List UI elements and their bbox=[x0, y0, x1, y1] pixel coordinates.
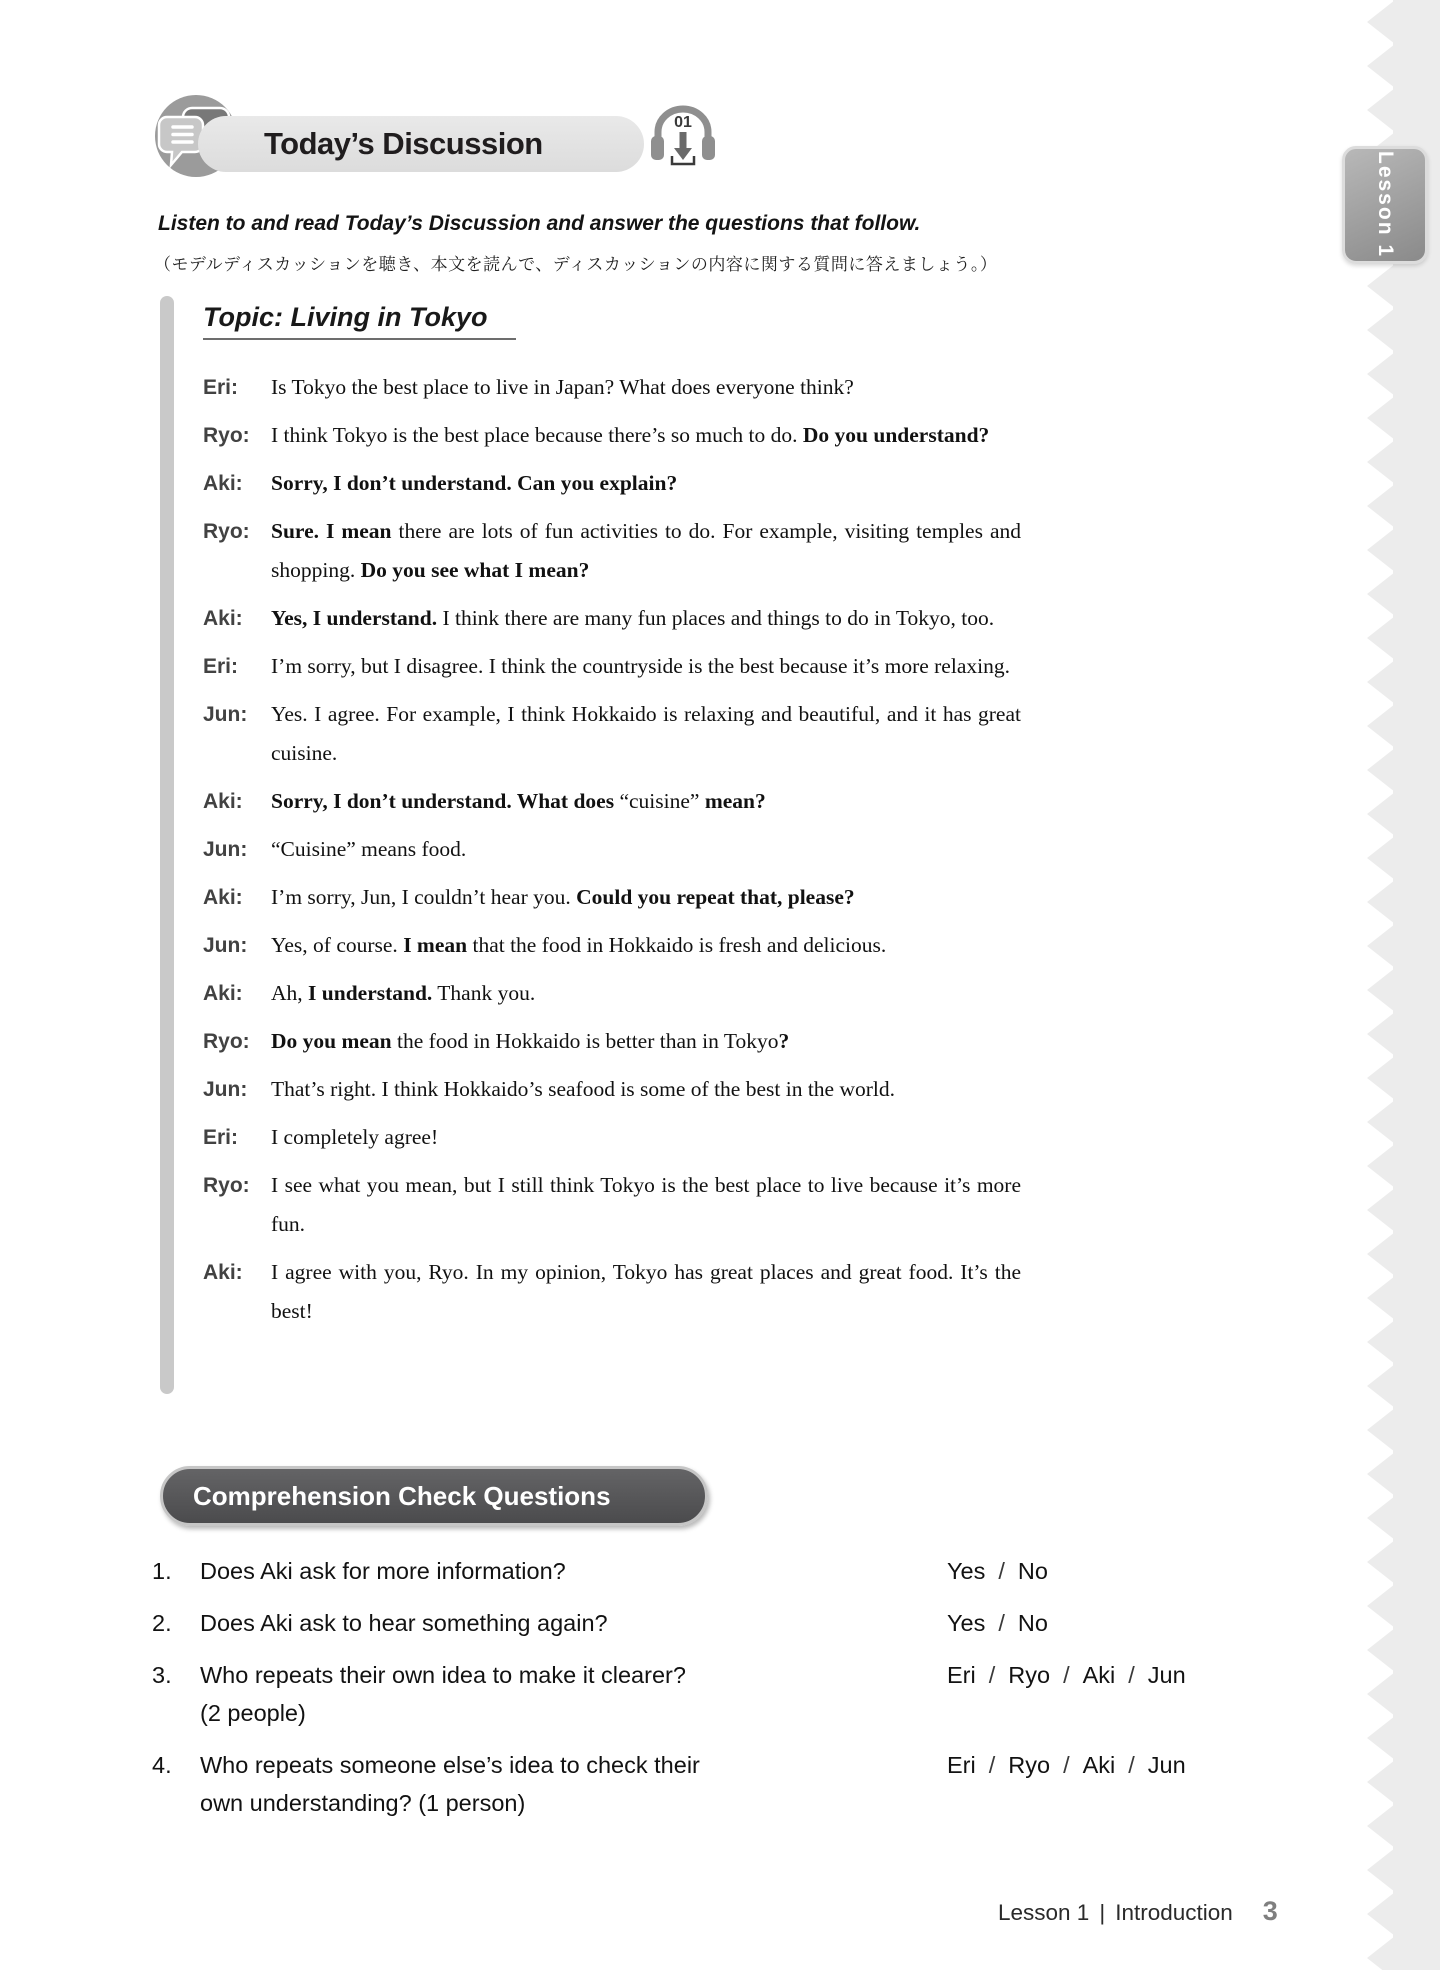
question-number: 4. bbox=[152, 1752, 172, 1778]
question-text-line1: Does Aki ask to hear something again? bbox=[200, 1610, 608, 1636]
page-title: Today’s Discussion bbox=[264, 126, 543, 161]
question-text-line1: Does Aki ask for more information? bbox=[200, 1558, 566, 1584]
speaker-name: Eri: bbox=[203, 376, 239, 399]
question-text-line2: (2 people) bbox=[200, 1700, 306, 1726]
option-separator: / bbox=[1128, 1752, 1135, 1778]
dialogue-text: Do you mean the food in Hokkaido is better than in Tokyo? bbox=[271, 1029, 790, 1053]
footer-section: Introduction bbox=[1115, 1900, 1233, 1925]
question-text bbox=[200, 1656, 947, 1732]
dialogue-turn bbox=[203, 647, 1021, 686]
speaker-name: Jun: bbox=[203, 1078, 248, 1101]
dialogue-turn bbox=[203, 1022, 1021, 1061]
comprehension-heading-banner bbox=[160, 1466, 708, 1526]
headphones-download-icon bbox=[650, 100, 716, 183]
zigzag-edge bbox=[1364, 0, 1440, 1970]
dialogue-text: Sorry, I don’t understand. What does “cuisine” mean? bbox=[271, 789, 766, 813]
dialogue-text: I see what you mean, but I still think Tokyo is the best place to live because it’s more fun. bbox=[271, 1173, 1021, 1236]
question-row bbox=[152, 1746, 1322, 1822]
footer-lesson: Lesson 1 bbox=[998, 1900, 1090, 1925]
speaker-name: Ryo: bbox=[203, 520, 250, 543]
dialogue-text: I completely agree! bbox=[271, 1125, 439, 1149]
question-row bbox=[152, 1604, 1322, 1642]
answer-option: No bbox=[1017, 1558, 1048, 1584]
dialogue-text: Yes, of course. I mean that the food in Hokkaido is fresh and delicious. bbox=[271, 933, 887, 957]
dialogue-turn bbox=[203, 830, 1021, 869]
speaker-name: Aki: bbox=[203, 472, 243, 495]
question-row bbox=[152, 1552, 1322, 1590]
question-list bbox=[152, 1552, 1322, 1836]
speaker-name: Ryo: bbox=[203, 424, 250, 447]
page-footer bbox=[998, 1896, 1338, 1927]
dialogue-turn bbox=[203, 416, 1021, 455]
dialogue-turn bbox=[203, 926, 1021, 965]
answer-options bbox=[947, 1746, 1322, 1822]
answer-option: Jun bbox=[1147, 1662, 1186, 1688]
dialogue-text: I agree with you, Ryo. In my opinion, Tokyo has great places and great food. It’s the best! bbox=[271, 1260, 1021, 1323]
dialogue-turn bbox=[203, 695, 1021, 773]
lesson-tab bbox=[1342, 146, 1428, 264]
dialogue-text: I think Tokyo is the best place because there’s so much to do. Do you understand? bbox=[271, 423, 990, 447]
question-number: 2. bbox=[152, 1610, 172, 1636]
question-number: 1. bbox=[152, 1558, 172, 1584]
option-separator: / bbox=[988, 1662, 996, 1688]
answer-option: No bbox=[1017, 1610, 1048, 1636]
dialogue-turn bbox=[203, 1070, 1021, 1109]
speaker-name: Aki: bbox=[203, 1261, 243, 1284]
question-text-line2: own understanding? (1 person) bbox=[200, 1790, 526, 1816]
dialogue-text: Yes, I understand. I think there are many fun places and things to do in Tokyo, too. bbox=[271, 606, 995, 630]
answer-option: Yes bbox=[947, 1558, 986, 1584]
option-separator: / bbox=[1128, 1662, 1135, 1688]
comprehension-heading: Comprehension Check Questions bbox=[193, 1480, 611, 1511]
dialogue-turn bbox=[203, 599, 1021, 638]
question-text-line1: Who repeats their own idea to make it clearer? bbox=[200, 1662, 686, 1688]
speaker-name: Aki: bbox=[203, 607, 243, 630]
dialogue-turn bbox=[203, 512, 1021, 590]
option-separator: / bbox=[1063, 1662, 1070, 1688]
answer-option: Jun bbox=[1147, 1752, 1186, 1778]
answer-option: Yes bbox=[947, 1610, 986, 1636]
speaker-name: Aki: bbox=[203, 886, 243, 909]
dialogue-text: Sorry, I don’t understand. Can you explain? bbox=[271, 471, 678, 495]
dialogue-turn bbox=[203, 878, 1021, 917]
dialogue-turn bbox=[203, 782, 1021, 821]
dialogue-text: That’s right. I think Hokkaido’s seafood is some of the best in the world. bbox=[271, 1077, 896, 1101]
speaker-name: Aki: bbox=[203, 982, 243, 1005]
speaker-name: Ryo: bbox=[203, 1030, 250, 1053]
answer-option: Ryo bbox=[1008, 1752, 1051, 1778]
option-separator: / bbox=[998, 1610, 1005, 1636]
dialogue-list bbox=[203, 368, 1021, 1331]
dialogue-turn bbox=[203, 1118, 1021, 1157]
dialogue-text: “Cuisine” means food. bbox=[271, 837, 467, 861]
answer-option: Eri bbox=[947, 1752, 976, 1778]
question-text bbox=[200, 1604, 947, 1642]
dialogue-section bbox=[203, 302, 1021, 1340]
answer-options bbox=[947, 1552, 1322, 1590]
question-text bbox=[200, 1552, 947, 1590]
instruction-japanese: （モデルディスカッションを聴き、本文を読んで、ディスカッションの内容に関する質問に答えましょう。） bbox=[154, 255, 998, 274]
dialogue-text: I’m sorry, but I disagree. I think the countryside is the best because it’s more relaxing. bbox=[271, 654, 1010, 678]
section-title-banner bbox=[198, 116, 644, 172]
question-number: 3. bbox=[152, 1662, 172, 1688]
answer-options bbox=[947, 1656, 1322, 1732]
dialogue-text: Is Tokyo the best place to live in Japan? What does everyone think? bbox=[271, 375, 854, 399]
answer-option: Aki bbox=[1082, 1752, 1116, 1778]
answer-option: Eri bbox=[947, 1662, 976, 1688]
audio-track-number: 01 bbox=[674, 114, 692, 131]
dialogue-accent-bar bbox=[160, 296, 174, 1394]
speaker-name: Jun: bbox=[203, 934, 248, 957]
instruction-english: Listen to and read Today’s Discussion and answer the questions that follow. bbox=[158, 212, 921, 235]
dialogue-text: Ah, I understand. Thank you. bbox=[271, 981, 536, 1005]
question-text-line1: Who repeats someone else’s idea to check their bbox=[200, 1752, 700, 1778]
option-separator: / bbox=[998, 1558, 1005, 1584]
speaker-name: Aki: bbox=[203, 790, 243, 813]
question-row bbox=[152, 1656, 1322, 1732]
speaker-name: Jun: bbox=[203, 838, 248, 861]
dialogue-turn bbox=[203, 464, 1021, 503]
question-text bbox=[200, 1746, 947, 1822]
topic-heading: Topic: Living in Tokyo bbox=[203, 302, 516, 340]
answer-option: Ryo bbox=[1008, 1662, 1051, 1688]
footer-divider: | bbox=[1099, 1900, 1106, 1925]
option-separator: / bbox=[1063, 1752, 1070, 1778]
speaker-name: Jun: bbox=[203, 703, 248, 726]
dialogue-text: Sure. I mean there are lots of fun activities to do. For example, visiting temples and shopping. Do you see what I mean? bbox=[271, 519, 1021, 582]
dialogue-turn bbox=[203, 368, 1021, 407]
page-edge-band bbox=[1364, 0, 1440, 1970]
option-separator: / bbox=[988, 1752, 996, 1778]
speaker-name: Eri: bbox=[203, 655, 239, 678]
dialogue-text: Yes. I agree. For example, I think Hokkaido is relaxing and beautiful, and it has great cuisine. bbox=[271, 702, 1021, 765]
dialogue-turn bbox=[203, 1166, 1021, 1244]
lesson-tab-label: Lesson 1 bbox=[1374, 151, 1397, 259]
dialogue-turn bbox=[203, 974, 1021, 1013]
dialogue-turn bbox=[203, 1253, 1021, 1331]
speaker-name: Ryo: bbox=[203, 1174, 250, 1197]
dialogue-text: I’m sorry, Jun, I couldn’t hear you. Could you repeat that, please? bbox=[271, 885, 855, 909]
speaker-name: Eri: bbox=[203, 1126, 239, 1149]
answer-options bbox=[947, 1604, 1322, 1642]
answer-option: Aki bbox=[1082, 1662, 1116, 1688]
page-number: 3 bbox=[1262, 1896, 1278, 1926]
